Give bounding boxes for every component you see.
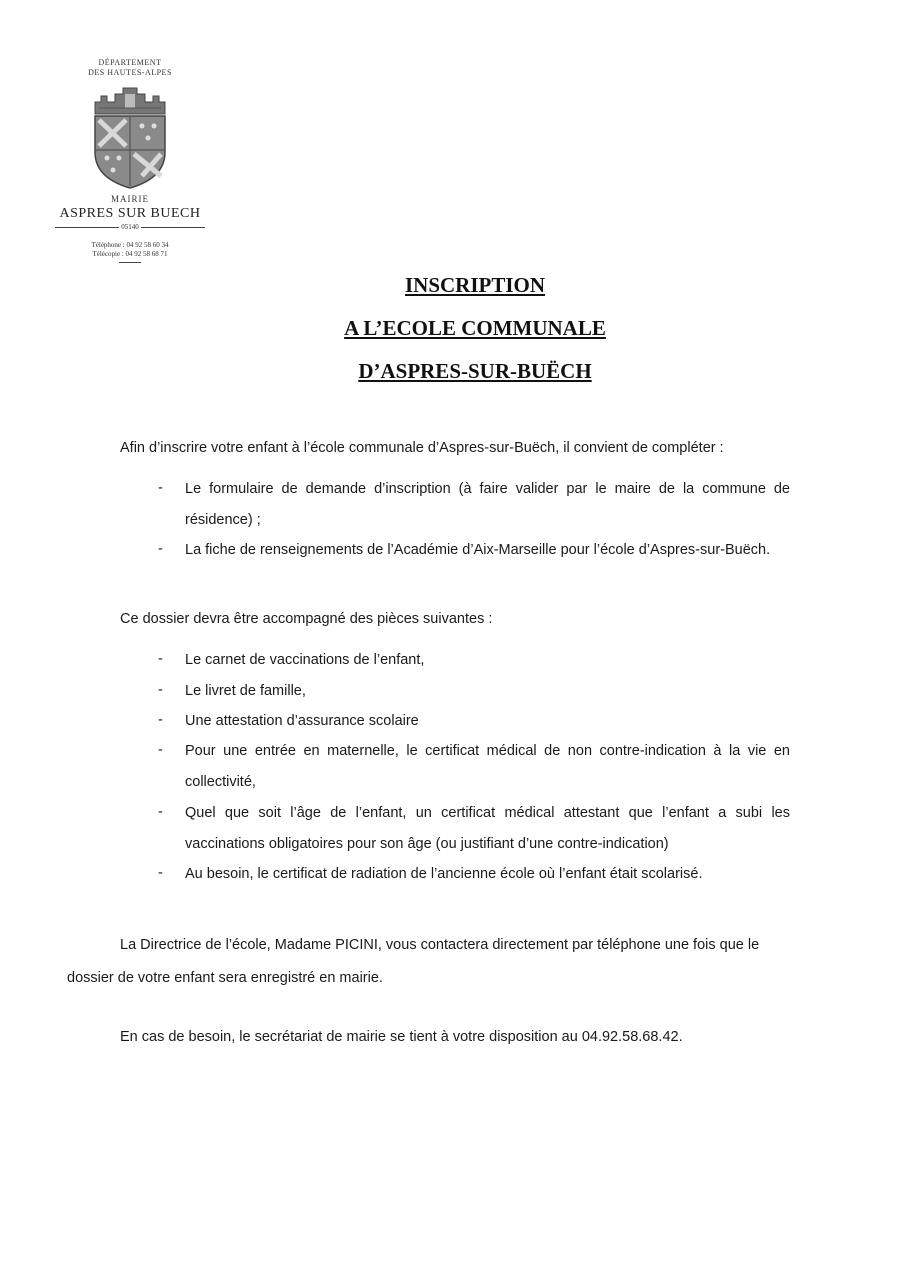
department-line-2: DES HAUTES-ALPES — [88, 68, 172, 77]
document-item-3: Une attestation d’assurance scolaire — [185, 713, 419, 729]
document-item-4: Pour une entrée en maternelle, le certificat médical de non contre-indication à la vie en collectivité, — [185, 743, 790, 790]
form-item-2: La fiche de renseignements de l’Académie d’Aix-Marseille pour l’école d’Aspres-sur-Buëch. — [185, 542, 771, 558]
title-line-2: A L’ECOLE COMMUNALE — [344, 316, 606, 340]
telephone: Téléphone : 04 92 58 60 34 — [91, 241, 169, 249]
town-name: ASPRES SUR BUECH — [59, 206, 201, 221]
documents-intro: Ce dossier devra être accompagné des pièces suivantes : — [120, 611, 493, 627]
postal-code: 05140 — [121, 223, 139, 231]
document-item-5: Quel que soit l’âge de l’enfant, un certificat médical attestant que l’enfant a subi les vaccinations obligatoires pour son âge (ou justifiant d’une contre-indication) — [185, 805, 790, 852]
divider — [55, 227, 119, 228]
bullet: - — [158, 682, 163, 698]
form-item-1: Le formulaire de demande d’inscription (à faire valider par le maire de la commune de résidence) ; — [185, 481, 790, 528]
department-line-1: DÉPARTEMENT — [98, 58, 162, 67]
mairie-label: MAIRIE — [111, 194, 149, 204]
coat-of-arms-icon — [87, 84, 173, 190]
bullet: - — [158, 865, 163, 881]
document-item-6: Au besoin, le certificat de radiation de l’ancienne école où l’enfant était scolarisé. — [185, 866, 703, 882]
title-line-1: INSCRIPTION — [404, 273, 546, 297]
letterhead — [55, 58, 205, 263]
bullet: - — [158, 651, 163, 667]
telecopie: Télécopie : 04 92 58 68 71 — [92, 250, 168, 258]
divider — [119, 262, 141, 263]
document-title — [300, 270, 650, 399]
bullet: - — [158, 804, 163, 820]
postal-code-line — [55, 223, 205, 231]
bullet: - — [158, 541, 163, 557]
title-line-3: D’ASPRES-SUR-BUËCH — [358, 359, 592, 383]
bullet: - — [158, 480, 163, 496]
bullet: - — [158, 742, 163, 758]
directrice-paragraph: La Directrice de l’école, Madame PICINI, vous contactera directement par téléphone une fois que le dossier de votre enfant sera enregistré en mairie. — [67, 937, 760, 986]
bullet: - — [158, 712, 163, 728]
document-item-1: Le carnet de vaccinations de l’enfant, — [185, 652, 425, 668]
closing-paragraph: En cas de besoin, le secrétariat de mairie se tient à votre disposition au 04.92.58.68.42. — [120, 1029, 683, 1045]
divider — [141, 227, 205, 228]
intro-paragraph: Afin d’inscrire votre enfant à l’école communale d’Aspres-sur-Buëch, il convient de compléter : — [120, 440, 724, 456]
document-item-2: Le livret de famille, — [185, 683, 306, 699]
